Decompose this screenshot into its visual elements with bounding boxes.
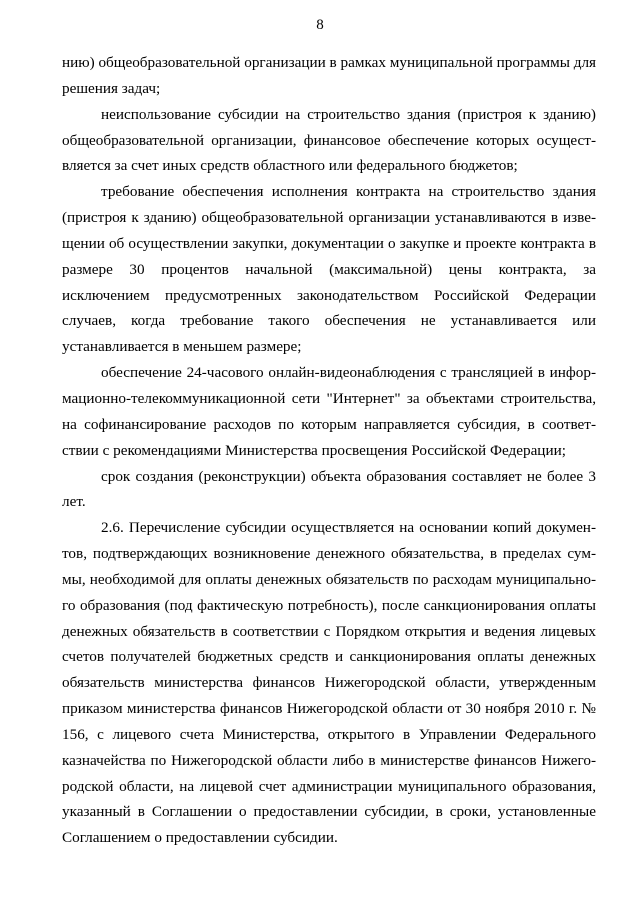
paragraph-2-6-transfer: 2.6. Перечисление субсидии осуществляется на основании копий документов, подтверждающих возникновение денежного обязательства, в пределах суммы, необходимой для оплаты денежных обязательств по расходам муниципального образования (под фактическую потребность), после санкционирования оплаты денежных обязательств в соответствии с Порядком открытия и ведения лицевых счетов получателей бюджетных средств и санкционирования оплаты денежных обязательств министерства финансов Нижегородской области, утвержденным приказом министерства финансов Нижегородской области от 30 ноября 2010 г. № 156, с лицевого счета Министерства, открытого в Управлении Федерального казначейства по Нижегородской области либо в министерстве финансов Нижегородской области, на лицевой счет администрации муниципального образования, указанный в Соглашении о предоставлении субсидии, в сроки, установленные Соглашением о предоставлении субсидии. [62, 519, 596, 847]
paragraph-video-surveillance: обеспечение 24-часового онлайн-видеонаблюдения с трансляцией в информационно-телекоммуникационной сети "Интернет" за объектами строительства, на софинансирование расходов по которым направляется субсидия, в соответствии с рекомендациями Министерства просвещения Российской Федерации; [62, 364, 596, 459]
paragraph-subsidy-nonuse: неиспользование субсидии на строительство здания (пристроя к зданию) общеобразовательной организации, финансовое обеспечение которых осуществляется за счет иных средств областного или федерального бюджетов; [62, 105, 596, 175]
paragraph-continuation: нию) общеобразовательной организации в рамках муниципальной программы для решения задач; [62, 54, 597, 97]
page-number: 8 [316, 17, 324, 33]
paragraph-construction-term: срок создания (реконструкции) объекта образования составляет не более 3 лет. [62, 467, 596, 511]
paragraph-contract-security: требование обеспечения исполнения контракта на строительство здания (пристроя к зданию) общеобразовательной организации устанавливаются в извещении об осуществлении закупки, документации о закупке и проекте контракта в размере 30 процентов начальной (максимальной) цены контракта, за исключением предусмотренных законодательством Российской Федерации случаев, когда требование такого обеспечения не устанавливается или устанавливается в меньшем размере; [62, 183, 596, 356]
document-body [62, 50, 596, 851]
